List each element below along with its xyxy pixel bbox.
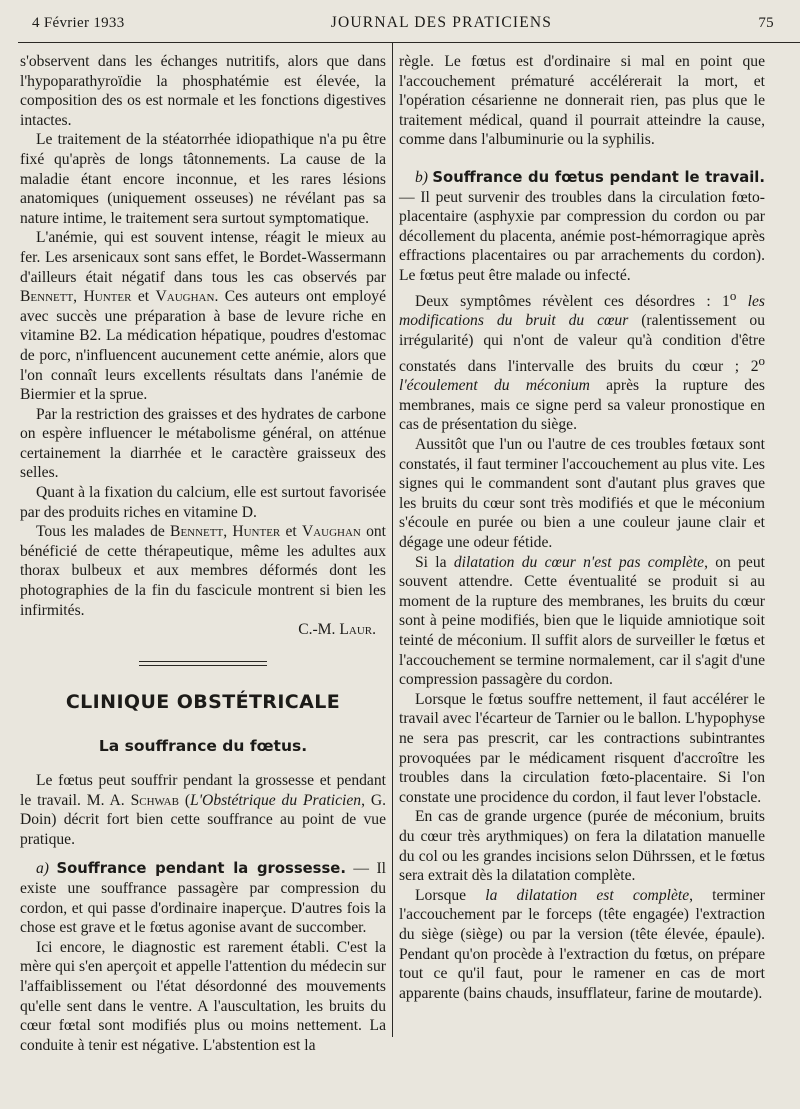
paragraph: L'anémie, qui est souvent intense, réagit le mieux au fer. Les arsenicaux sont sans effet, le Bordet-Wassermann d'ailleurs était négatif dans tous les cas observés par Bennett, Hunter et Vaughan. Ces auteurs ont employé avec succès une préparation à base de levure riche en vitamine B2. La médication hépatique, poudres d'estomac de porc, n'influencent aucunement cette anémie, alors que l'on connaît leurs excellents résultats dans l'anémie de Biermier et la sprue. [20,229,386,404]
paragraph: Quant à la fixation du calcium, elle est surtout favorisée par des produits riches en vitamine D. [20,484,386,521]
author-name: Hunter [232,523,281,541]
author-name: Hunter [83,288,132,306]
paragraph: Lorsque le fœtus souffre nettement, il faut accélérer le travail avec l'écarteur de Tarnier ou le ballon. L'hypophyse ne sera pas prescrit, car les contractions subintrantes provoquées par le médicament risquent d'accroître les troubles dans la circulation fœto-placentaire. Si l'on constate une procidence du cordon, il faut lever l'obstacle. [399,690,765,806]
subsection-heading: Souffrance du fœtus pendant le travail. [432,168,765,186]
paragraph: Ici encore, le diagnostic est rarement établi. C'est la mère qui s'en aperçoit et appelle l'attention du médecin sur l'affaiblissement ou l'état désordonné des mouvements qu'elle sent dans le ventre. A l'auscultation, les bruits du cœur fœtal sont modifiés plus ou moins nettement. La conduite à tenir est négative. L'abstention est la [20,938,386,1054]
paragraph: Tous les malades de Bennett, Hunter et Vaughan ont bénéficié de cette thérapeutique, même les adultes aux thorax bulbeux et aux membres déformés dont les photographies de la fin du fascicule montrent si bien les infirmités. [20,523,387,619]
header-date: 4 Février 1933 [32,15,125,31]
paragraph: Le fœtus peut souffrir pendant la grossesse et pendant le travail. M. A. Schwab (L'Obstétrique du Praticien, G. Doin) décrit fort bien cette souffrance au point de vue pratique. [20,772,386,848]
paragraph: Lorsque la dilatation est complète, terminer l'accouchement par le forceps (tête engagée) l'extraction du siège (siège) ou par la version (tête élevée, épaule). Pendant qu'on procède à l'extraction du fœtus, on prépare tout ce qu'il faut, pour le ramener en cas de mort apparente (bains chauds, insufflateur, farine de moutarde). [399,886,766,1002]
paragraph: règle. Le fœtus est d'ordinaire si mal en point que l'accouchement prématuré accélérerait la mort, et l'opération césarienne ne donnerait rien, pas plus que le traitement médical, quand il pourrait atteindre la cause, comme dans l'albuminurie ou la syphilis. [399,53,765,149]
running-header [32,14,774,40]
paragraph: Deux symptômes révèlent ces désordres : 1$^o$ les modifications du bruit du cœur (ralentissement ou irrégularité) qui n'ont de valeur qu'à condition d'être constatés dans l'intervalle des bruits du cœur ; 2$^o$ l'écoulement du méconium après la rupture des membranes, mais ce signe perd sa valeur pronostique en cas de présentation du siège. [399,287,765,434]
paragraph: Le traitement de la stéatorrhée idiopathique n'a pu être fixé qu'après de longs tâtonnements. La cause de la maladie étant encore inconnue, et les rares lésions anatomiques (uniquement osseuses) ne révélant pas sa nature intime, le traitement sera surtout symptomatique. [20,131,386,227]
subsection-heading: Souffrance pendant la grossesse. [56,860,346,878]
header-journal-title: JOURNAL DES PRATICIENS [330,14,553,31]
header-page-number: 75 [758,15,774,31]
section-separator [139,661,267,666]
left-column [20,52,386,1055]
paragraph: s'observent dans les échanges nutritifs, alors que dans l'hypoparathyroïdie la phosphatémie est élevée, la composition des os est normale et les fonctions digestives intactes. [20,53,386,129]
paragraph: b) Souffrance du fœtus pendant le travail. — Il peut survenir des troubles dans la circulation fœto-placentaire (asphyxie par compression du cordon ou par décollement du placenta, anémie post-hémorragique après effractions placentaires ou par arrachements du cordon). Le fœtus peut être malade ou infecté. [399,168,765,284]
paragraph: Aussitôt que l'un ou l'autre de ces troubles fœtaux sont constatés, il faut terminer l'accouchement au plus vite. Les signes qui le commandent sont d'autant plus graves que les bruits du cœur sont très modifiés et que le méconium s'écoule en purée ou bien a une couleur jaune clair et dégage une odeur fétide. [399,436,765,552]
paragraph: Si la dilatation du cœur n'est pas complète, on peut souvent attendre. Cette éventualité se produit si au moment de la rupture des membranes, les bruits du cœur sont à peine modifiés, bien que le liquide amniotique soit teinté de méconium. Il suffit alors de surveiller le fœtus et l'accouchement se termine normalement, car il s'agit d'une compression passagère du cordon. [399,553,765,689]
paragraph: Par la restriction des graisses et des hydrates de carbone on espère influencer le métabolisme général, on atténue certainement la diarrhée et le caractère graisseux des selles. [20,405,386,482]
paragraph: a) Souffrance pendant la grossesse. — Il existe une souffrance passagère par compression du cordon, et qui passe d'ordinaire inaperçue. D'autres fois la chose est grave et le fœtus agonise avant de succomber. [20,860,386,937]
right-column [399,52,765,1003]
book-title: L'Obstétrique du Praticien [190,791,362,809]
article-signature: C.-M. Laur. [298,621,376,639]
column-divider [392,42,393,1037]
author-name: Schwab [130,791,179,809]
article-title: La souffrance du fœtus. [98,737,308,756]
author-name: Vaughan [155,288,215,306]
author-name: Bennett [20,288,74,306]
section-title: CLINIQUE OBSTÉTRICALE [65,690,341,713]
author-name: Bennett [170,523,224,541]
author-name: Vaughan [301,523,361,541]
paragraph: En cas de grande urgence (purée de méconium, bruits du cœur très arythmiques) on fera la dilatation manuelle du col ou les grandes incisions selon Dührssen, et le fœtus sera extrait dès la dilatation complète. [399,808,765,885]
header-rule [18,42,800,43]
